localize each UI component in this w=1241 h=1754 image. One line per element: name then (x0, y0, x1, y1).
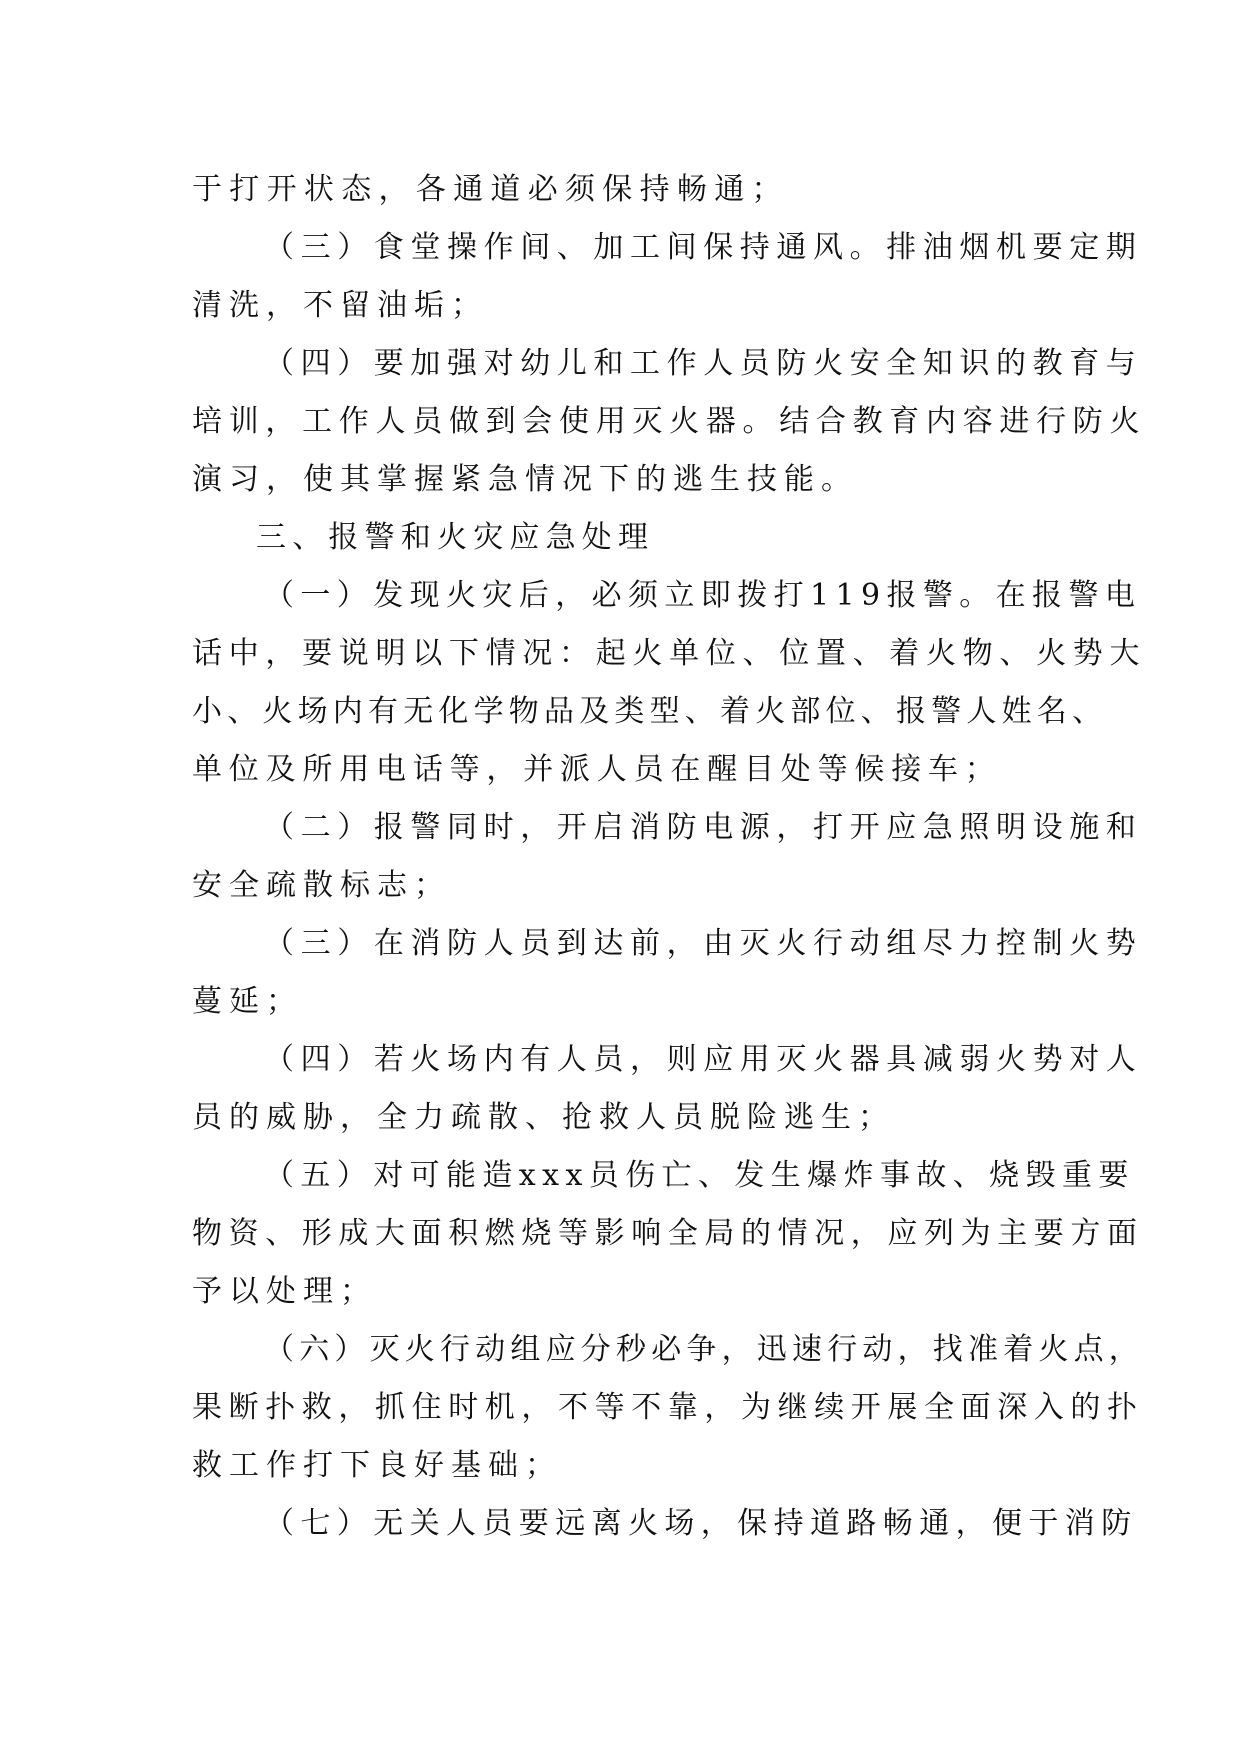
line-text: 于打开状态，各通道必须保持畅通； (192, 172, 789, 207)
text-line (0, 1146, 1241, 1206)
line-text: 话中，要说明以下情况：起火单位、位置、着火物、火势大 (192, 636, 1147, 671)
text-line (0, 972, 1241, 1032)
text-line (0, 1436, 1241, 1496)
line-text: （四）若火场内有人员，则应用灭火器具减弱火势对人 (264, 1042, 1143, 1077)
text-line (0, 160, 1241, 220)
text-line (0, 1378, 1241, 1438)
text-line (0, 1030, 1241, 1090)
line-text: 清洗，不留油垢； (192, 288, 488, 323)
line-text: 救工作打下良好基础； (192, 1448, 562, 1483)
text-line (0, 334, 1241, 394)
text-line (0, 566, 1241, 626)
line-text: 予以处理； (192, 1274, 377, 1309)
line-text: 蔓延； (192, 984, 303, 1019)
text-line (0, 914, 1241, 974)
line-text: 小、火场内有无化学物品及类型、着火部位、报警人姓名、 (192, 694, 1108, 729)
line-text: 演习，使其掌握紧急情况下的逃生技能。 (192, 462, 858, 497)
text-line (0, 856, 1241, 916)
line-text: 安全疏散标志； (192, 868, 451, 903)
line-text: 单位及所用电话等，并派人员在醒目处等候接车； (192, 752, 1002, 787)
line-text: 物资、形成大面积燃烧等影响全局的情况，应列为主要方面 (192, 1216, 1144, 1251)
line-text: 员的威胁，全力疏散、抢救人员脱险逃生； (192, 1100, 895, 1135)
text-line (0, 1204, 1241, 1264)
text-line (0, 450, 1241, 510)
line-text: （四）要加强对幼儿和工作人员防火安全知识的教育与 (264, 346, 1143, 381)
text-line (0, 624, 1241, 684)
line-text: （七）无关人员要远离火场，保持道路畅通，便于消防 (264, 1506, 1138, 1541)
section-heading (0, 508, 1241, 568)
text-line (0, 218, 1241, 278)
text-line (0, 682, 1241, 742)
text-line (0, 276, 1241, 336)
line-text: （三）食堂操作间、加工间保持通风。排油烟机要定期 (264, 230, 1143, 265)
text-line (0, 1262, 1241, 1322)
text-line (0, 798, 1241, 858)
line-text: 果断扑救，抓住时机，不等不靠，为继续开展全面深入的扑 (192, 1390, 1144, 1425)
text-line (0, 1320, 1241, 1380)
line-text: （一）发现火灾后，必须立即拨打119报警。在报警电 (264, 578, 1142, 613)
line-text: 培训，工作人员做到会使用灭火器。结合教育内容进行防火 (192, 404, 1147, 439)
line-text: （三）在消防人员到达前，由灭火行动组尽力控制火势 (264, 926, 1143, 961)
line-text: （六）灭火行动组应分秒必争，迅速行动，找准着火点， (264, 1332, 1144, 1367)
text-line (0, 740, 1241, 800)
text-line (0, 392, 1241, 452)
line-text: （五）对可能造xxx员伤亡、发生爆炸事故、烧毁重要 (264, 1158, 1135, 1193)
section-heading-text: 三、报警和火灾应急处理 (256, 520, 655, 555)
text-line (0, 1088, 1241, 1148)
line-text: （二）报警同时，开启消防电源，打开应急照明设施和 (264, 810, 1143, 845)
text-line (0, 1494, 1241, 1554)
